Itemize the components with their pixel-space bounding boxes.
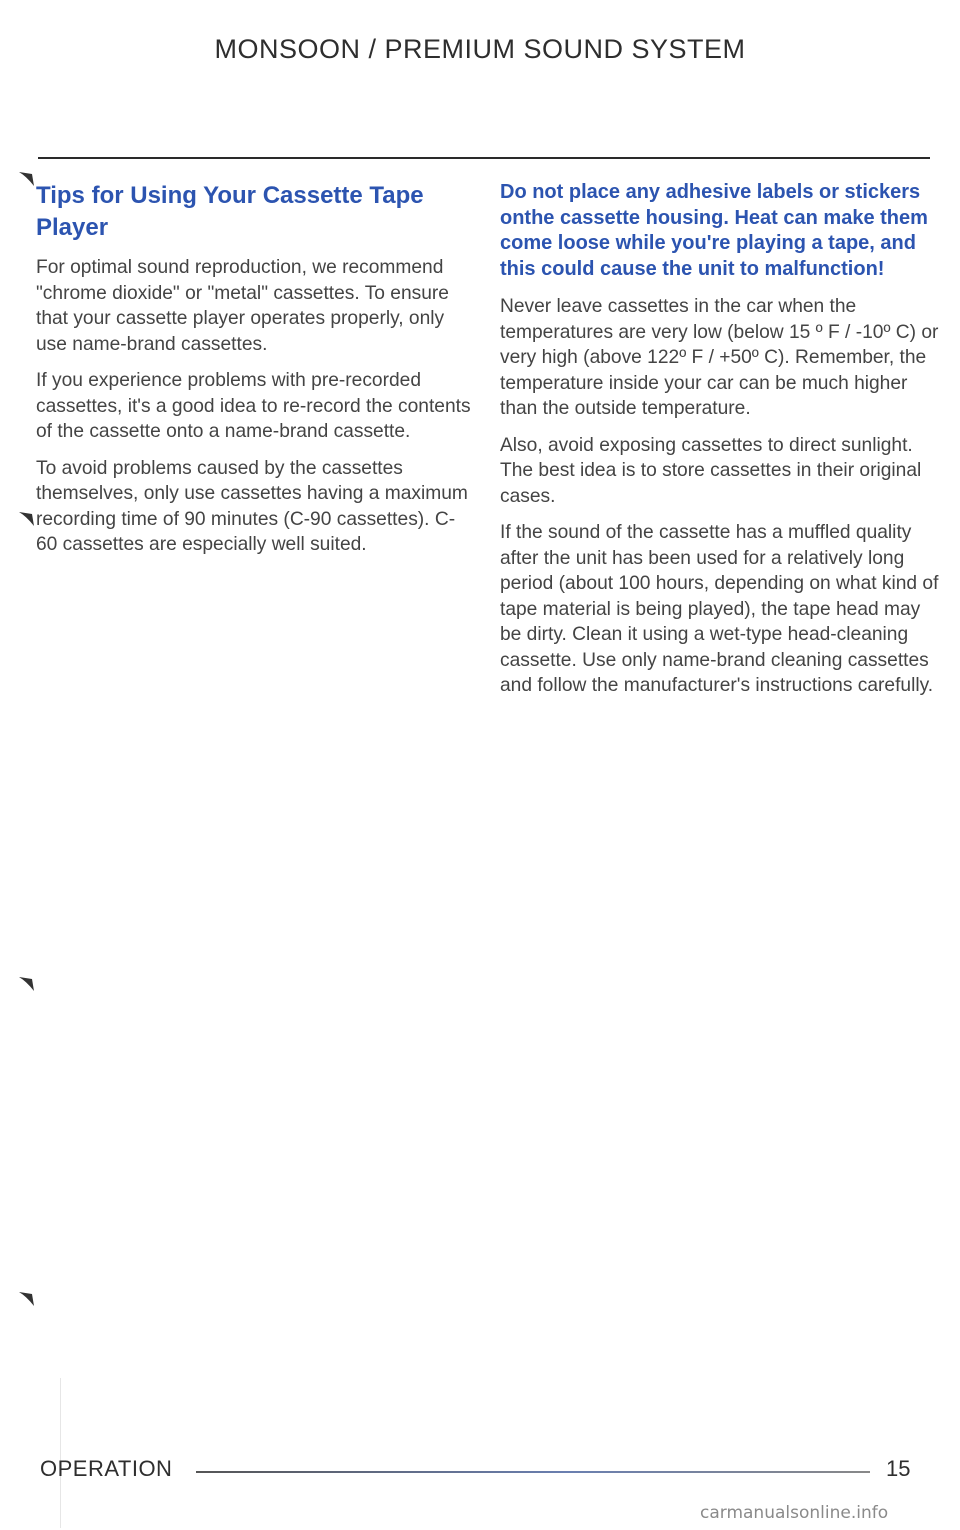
paragraph: If you experience problems with pre-recorded cassettes, it's a good idea to re-record the contents of the cassette onto a name-brand cassette. (36, 370, 471, 442)
paragraph: Never leave cassettes in the car when the temperatures are very low (below 15 º F / -10º C) or very high (above 122º F / +50º C). Remember, the temperature inside your car can be much higher than the outside temperature. (500, 296, 939, 419)
right-column (500, 180, 940, 710)
left-column (36, 180, 476, 569)
margin-line (60, 1378, 61, 1528)
header-rule (38, 157, 930, 159)
warning-note: Do not place any adhesive labels or stickers onthe cassette housing. Heat can make them come loose while you're playing a tape, and this could cause the unit to malfunction! (500, 181, 928, 280)
paragraph: For optimal sound reproduction, we recommend "chrome dioxide" or "metal" cassettes. To ensure that your cassette player operates properly, only use name-brand cassettes. (36, 257, 449, 355)
section-heading: Tips for Using Your Cassette Tape Player (36, 182, 424, 241)
paragraph: Also, avoid exposing cassettes to direct sunlight. The best idea is to store cassettes in their original cases. (500, 434, 922, 507)
watermark: carmanualsonline.info (700, 1503, 889, 1523)
footer-rule (196, 1471, 870, 1473)
page-number: 15 (886, 1456, 911, 1481)
footer-section-label: OPERATION (40, 1456, 173, 1481)
paragraph: If the sound of the cassette has a muffled quality after the unit has been used for a relatively long period (about 100 hours, depending on what kind of tape material is being played), the tape head may be dirty. Clean it using a wet-type head-cleaning cassette. Use only name-brand cleaning cassettes and follow the manufacturer's instructions carefully. (500, 522, 939, 696)
page-header: MONSOON / PREMIUM SOUND SYSTEM (214, 34, 746, 64)
paragraph: To avoid problems caused by the cassettes themselves, only use cassettes having a maximum recording time of 90 minutes (C-90 cassettes). C-60 cassettes are especially well suited. (36, 457, 468, 555)
